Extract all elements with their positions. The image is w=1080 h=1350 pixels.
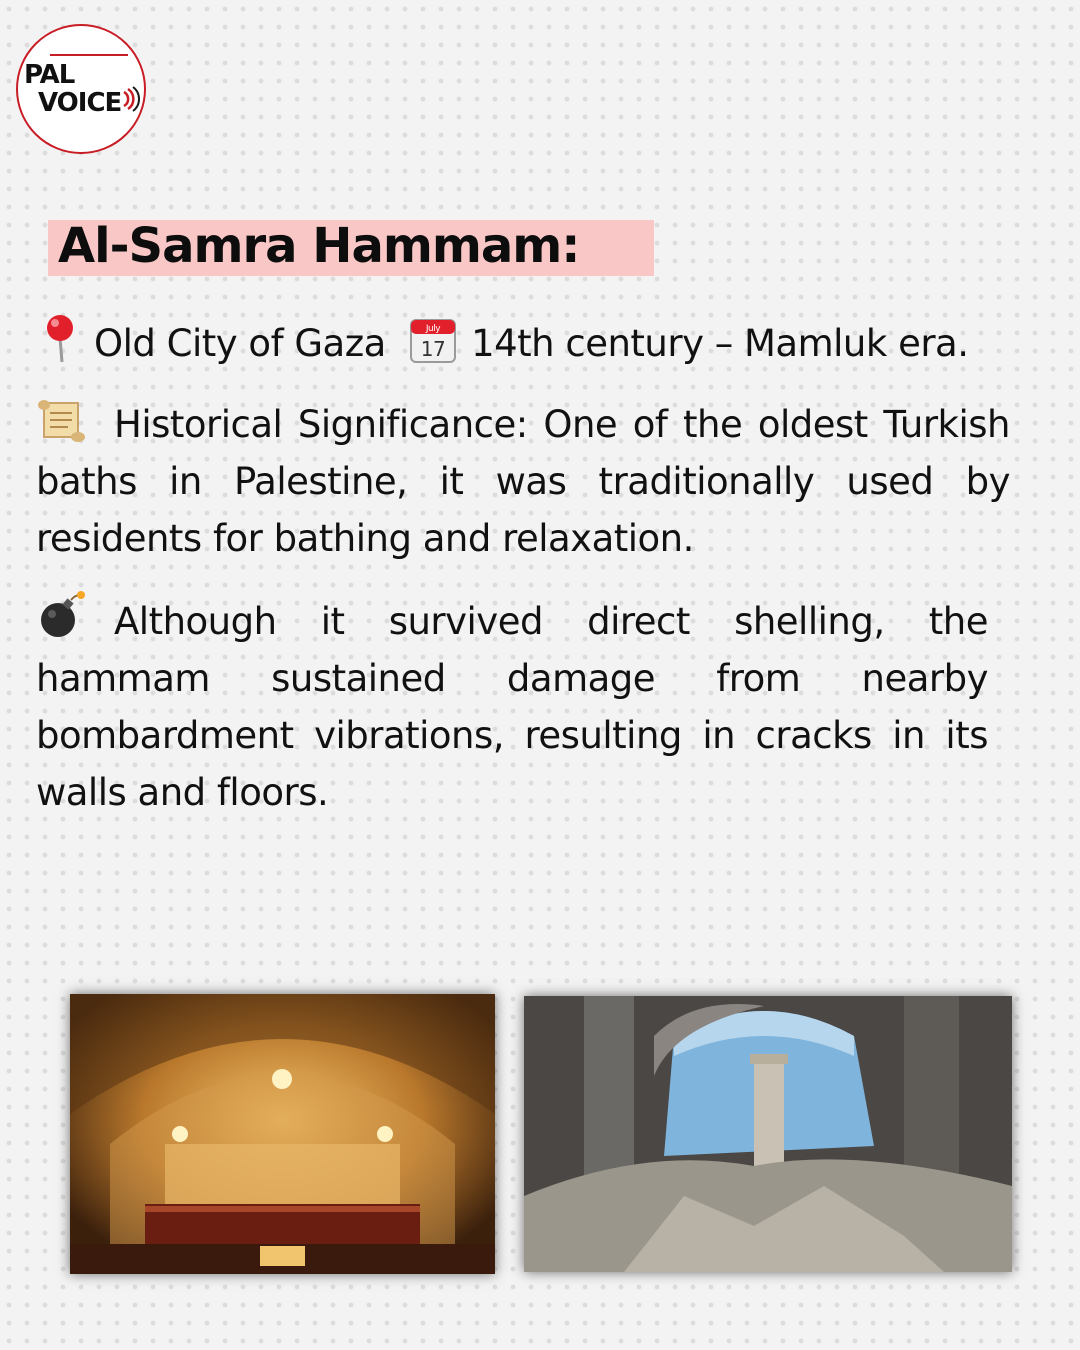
damaged-building-photo xyxy=(524,996,1012,1272)
period-text: 14th century – Mamluk era. xyxy=(471,322,969,365)
calendar-day-label: 17 xyxy=(420,337,446,361)
location-text: Old City of Gaza xyxy=(94,322,386,365)
logo-text-voice: VOICE xyxy=(38,88,122,118)
scroll-icon xyxy=(36,397,86,443)
logo-text-pal: PAL xyxy=(24,60,75,90)
logo-rule xyxy=(50,54,128,56)
historical-significance-paragraph xyxy=(36,396,1010,567)
hammam-interior-photo xyxy=(70,994,495,1274)
pin-icon xyxy=(40,312,80,364)
pal-voice-logo xyxy=(16,24,146,154)
signal-wave-icon xyxy=(120,86,144,112)
paragraph-text: Historical Significance: One of the oldest Turkish baths in Palestine, it was traditionally used by residents for bathing and relaxation. xyxy=(36,403,1010,560)
location-line xyxy=(40,312,968,372)
bomb-icon xyxy=(36,590,86,640)
damage-paragraph xyxy=(36,590,988,821)
paragraph-text: Although it survived direct shelling, the hammam sustained damage from nearby bombardment vibrations, resulting in cracks in its walls and floors. xyxy=(36,600,988,814)
calendar-month-label: July xyxy=(425,324,441,334)
page-title: Al-Samra Hammam: xyxy=(58,218,580,274)
calendar-icon xyxy=(409,316,457,364)
